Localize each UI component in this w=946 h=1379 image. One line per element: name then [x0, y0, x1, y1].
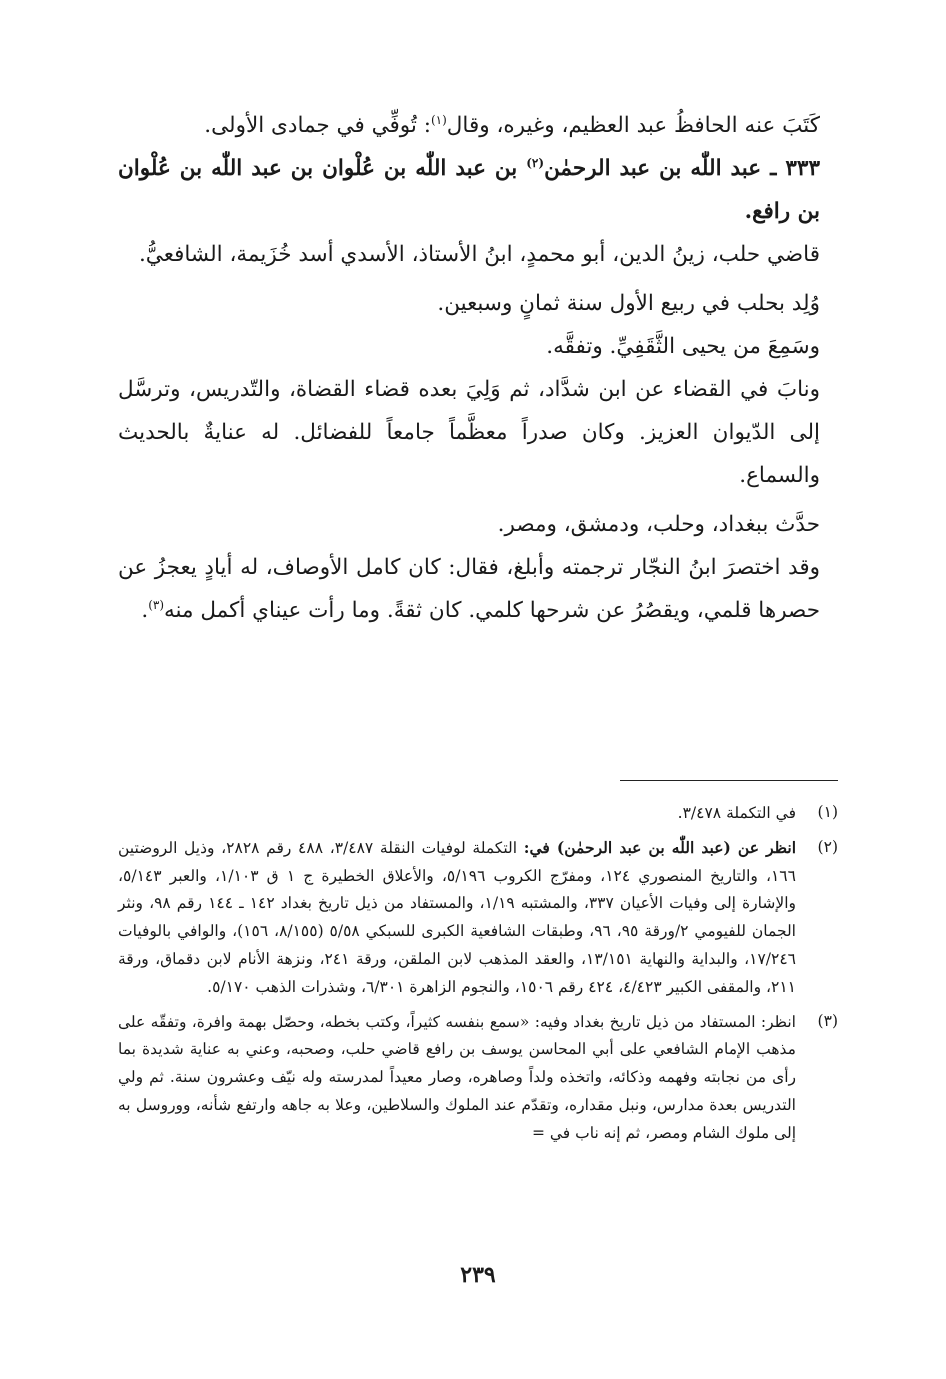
- paragraph-4: وسَمِعَ من يحيى الثَّقَفِيِّ. وتفقَّه.: [546, 334, 820, 359]
- paragraph-1: [118, 104, 838, 147]
- footnote-3: [118, 1008, 838, 1148]
- footnote-number: (٢): [817, 837, 838, 856]
- entry-heading: [118, 147, 838, 233]
- footnote-2: [118, 834, 838, 1002]
- paragraph-2: قاضي حلب، زينُ الدين، أبو محمدٍ، ابنُ الأستاذ، الأسدي أسد خُزَيمة، الشافعيُّ.: [138, 242, 820, 267]
- footnote-ref-1: (١): [430, 112, 447, 127]
- footnote-text: [118, 834, 796, 1002]
- footnote-body: انظر: المستفاد من ذيل تاريخ بغداد وفيه: «سمع بنفسه كثيراً، وكتب بخطه، وحصّل بهمة وافرة، وتفقّه على مذهب الإمام الشافعي على أبي المحاسن يوسف بن رافع قاضي حلب، وصحبه، وعني به عناية شديدة بما رأى من نجابته وفهمه وذكائه، واتخذه ولداً وصاهره، وصار معيداً لمدرسته وله نيّف وعشرون سنة. ثم ولي التدريس بعدة مدارس، ونبل مقداره، وتقدّم عند الملوك والسلاطين، وعلا به جاهه وارتفع شأنه، ووروسل به إلى ملوك الشام ومصر، ثم إنه ناب في =: [118, 1012, 796, 1142]
- page-number: ٢٣٩: [460, 1262, 496, 1288]
- paragraph-7-tail: .: [141, 598, 149, 623]
- footnote-separator: [620, 780, 838, 781]
- footnote-number: (٣): [817, 1011, 838, 1030]
- footnote-1: [118, 799, 838, 828]
- footnote-ref-3: (٣): [148, 597, 165, 612]
- main-text: [118, 104, 838, 632]
- paragraph-5: ونابَ في القضاء عن ابن شدَّاد، ثم وَلِيَ بعده قضاء القضاة، والتّدريس، وترسَّل إلى الدّيوان العزيز. وكان صدراً معظَّماً جامعاً للفضائل. له عنايةٌ بالحديث والسماع.: [118, 377, 820, 488]
- paragraph-1-tail: : تُوفِّي في جمادى الأولى.: [204, 113, 431, 138]
- paragraph-3: وُلِد بحلب في ربيع الأول سنة ثمانٍ وسبعين.: [437, 291, 820, 316]
- paragraph-6: حدَّث ببغداد، وحلب، ودمشق، ومصر.: [497, 512, 820, 537]
- footnotes: [118, 799, 838, 1154]
- paragraph-7-text: وقد اختصرَ ابنُ النجّار ترجمته وأبلغ، فقال: كان كامل الأوصاف، له أيادٍ يعجزُ عن حصرها قلمي، ويقصُرُ عن شرحها كلمي. كان ثقةً. وما رأت عيناي أكمل منه: [118, 555, 820, 623]
- footnote-body: في التكملة ٣/٤٧٨.: [677, 804, 796, 822]
- footnote-number: (١): [817, 803, 838, 821]
- footnote-ref-2: (٢): [526, 155, 545, 170]
- book-page: [118, 104, 838, 1334]
- entry-heading-tail: بن عبد اللّٰه بن عُلْوان بن عبد اللّٰه بن عُلْوان بن رافع.: [118, 156, 820, 224]
- footnote-body: التكملة لوفيات النقلة ٣/٤٨٧، ٤٨٨ رقم ٢٨٢٨، وذيل الروضتين ١٦٦، والتاريخ المنصوري ١٢٤، ومفرّج الكروب ٥/١٩٦، والأعلاق الخطيرة ج ١ ق ١/١٠٣، والعبر ٥/١٤٣، والإشارة إلى وفيات الأعيان ٣٣٧، والمشتبه ١/١٩، والمستفاد من ذيل تاريخ بغداد ١٤٢ ـ ١٤٤ رقم ٩٨، ونثر الجمان للفيومي ٢/ورقة ٩٥، ٩٦، وطبقات الشافعية الكبرى للسبكي ٥/٥٨ (٨/١٥٥، ١٥٦)، والوافي بالوفيات ١٧/٢٤٦، والبداية والنهاية ١٣/١٥١، والعقد المذهب لابن الملقن، ورقة ٢٤١، ونزهة الأنام لابن دقماق، ورقة ٢١١، والمقفى الكبير ٤/٤٢٣، ٤٢٤ رقم ١٥٠٦، والنجوم الزاهرة ٦/٣٠١، وشذرات الذهب ٥/١٧٠.: [118, 838, 796, 996]
- footnote-text: [118, 799, 796, 828]
- paragraph-7: [118, 546, 838, 632]
- footnote-lead: انظر عن (عبد اللّٰه بن عبد الرحمٰن) في:: [523, 837, 796, 857]
- footnote-text: [118, 1008, 796, 1148]
- entry-heading-lead: ٣٣٣ ـ عبد اللّٰه بن عبد الرحمٰن: [544, 156, 821, 181]
- paragraph-1-text: كَتَبَ عنه الحافظُ عبد العظيم، وغيره، وقال: [446, 113, 820, 138]
